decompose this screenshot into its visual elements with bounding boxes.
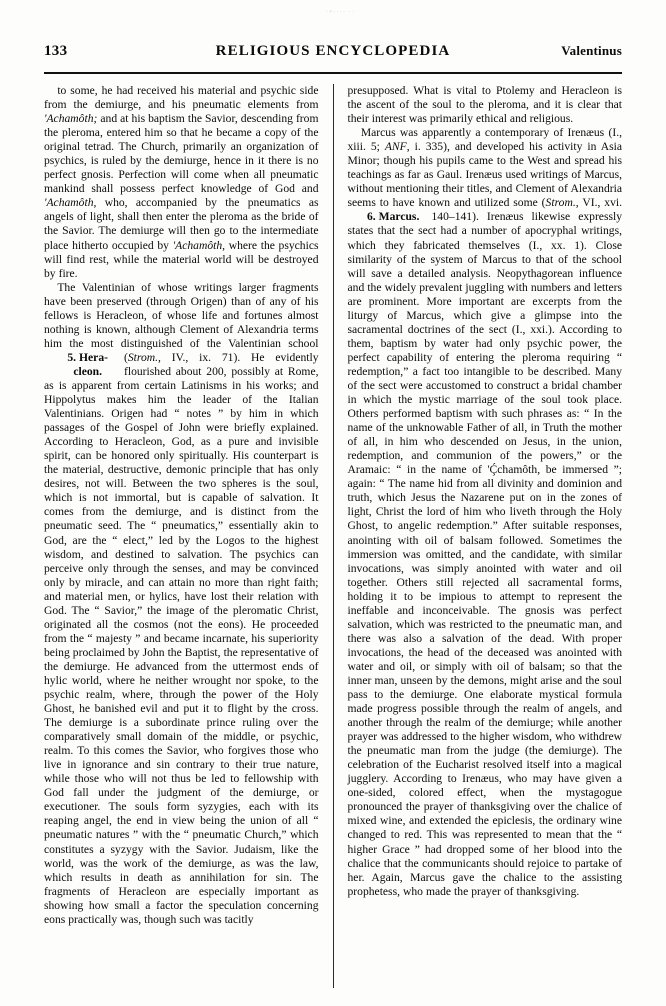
- italic-achamoth-2: 'Achamôth,: [44, 196, 97, 210]
- header-rule: [44, 72, 622, 74]
- text-run: 71). He evidently flourished about 200, possibly at Rome, as is apparent from certain Latinisms in his works; and Hippolytus makes him the leader of the Italian Valentinians. Origen had “ notes ” by him in which passages of the Gospel of John were briefly explained. According to Heracleon, God, as a pure and invisible spirit, can be honored only spiritually. His counterpart is the material, destructive, demonic principle that has only desires, not will. Between the two spheres is the soul, which is not immortal, but is capable of salvation. It comes from the demiurge, and is distinct from the pneumatic seed. The “ pneumatics,” essentially akin to God, are the “ elect,” led by the Logos to the highest wisdom, and destined to salvation. The psychics can perceive only through the senses, and may be convinced only by miracle, and can attain no more than right faith; and material men, or hylics, have lost their relation with God. The “ Savior,” the image of the pleromatic Christ, originated all the cosmos (not the eons). He proceeded from the “ majesty ” and became incarnate, his superiority being proclaimed by John the Baptist, the representative of the demiurge. He advanced from the uttermost ends of hylic world, where he neither wrought nor spoke, to the psychic realm, where, through the power of the Holy Ghost, he banished evil and put it to flight by the cross. The demiurge is a subordinate prince ruling over the comparatively small domain of the middle, or psychic, realm. To this comes the Savior, who forgives those who live in ignorance and sin contrary to their true nature, while those who will not thus be led to fellowship with God fall under the judgment of the demiurge, or executioner. The souls form syzygies, each with its reaping angel, the end in view being the union of all “ pneumatic natures ” with the “ pneumatic Church,” which constitutes a syzygy with the Savior. Judaism, like the world, was the work of the demiurge, as was the law, which results in death as annihilation for sin. The fragments of Heracleon are especially important as showing how small a factor the speculation concerning eons practically was, though such was tacitly: [44, 350, 319, 926]
- text-run: who, accompanied by the pneumatics as angels of light, shall then enter the pleroma as the bride of the Savior. The demiurge will then go to the intermediate place hitherto occupied by: [44, 196, 319, 252]
- text-run: where the psychics will find rest, while the material world will be destroyed by fire.: [44, 238, 319, 280]
- sidenote-5-heracleon: [44, 351, 118, 379]
- sidenote-line-1: 5. Hera-: [67, 350, 108, 364]
- italic-achamoth-1: 'Achamôth;: [44, 112, 98, 126]
- text-run: VI., xvi. 140–141). Irenæus likewise expressly states that the sect had a number of apocryphal writings, which they fabricated themselves (I., xx. 1). Close similarity of the system of Marcus to that of the school will save a detailed analysis. Neopythagorean influence and the widely prevalent juggling with numbers and letters are prominent. More important are excerpts from the liturgy of Marcus, which give a glimpse into the sacramental doctrines of the sect (I., xxi.). According to them, baptism by water had only psychic power, the perfect capability of entering the pleroma requiring “ redemption,” a fact too intangible to be described. Many of the sect were accustomed to construct a bridal chamber in which the mystic marriage of the soul took place. Others performed baptism with such phrases as: “ In the name of the unknowable Father of all, in Truth the mother of all, in him who descended on Jesus, in the union, redemption, and communion of the powers,” or the Aramaic: “ in the name of 'Ḉchamôth, be immersed ”; again: “ The name hid from all divinity and dominion and truth, which Jesus the Nazarene put on in the zones of light, Christ the lord of him who liveth through the Holy Ghost, to angelic redemption.” After suitable responses, anointing with oil of balsam followed. Sometimes the immersion was omitted, and the candidate, with similar invocations, was simply anointed with water and oil together. Others still rejected all sacramental forms, holding it to be impious to attempt to represent the ineffable and inconceivable. The gnosis was perfect salvation, which was restricted to the pneumatic man, and there was also a salvation of the dead. With proper invocations, the head of the deceased was anointed with water and oil, or simply with oil of balsam; so that the inner man, unseen by the demons, might arise and the soul pass to the demiurge. One elaborate mystical formula made progress possible through the realm of angels, and another through the realm of the demiurge; while another prayer was addressed to the higher wisdom, who withdrew the pneumatic man from the judge (the demiurge). The celebration of the Eucharist resolved itself into a magical jugglery. According to Irenæus, who may have given a one-sided, colored effect, when the mystagogue pronounced the prayer of thanksgiving over the chalice of mixed wine, and extended the epiclesis, the ordinary wine changed to red. This was represented to mean that the “ higher Grace ” had dropped some of her blood into the chalice that the communicants should rejoice to partake of her. Again, Marcus gave the chalice to the assisting prophetess, who made the prayer of thanksgiving.: [347, 196, 622, 898]
- text-run: to some, he had received his material and psychic side from the demiurge, and his pneumatic elements from: [44, 84, 319, 112]
- text-run: Marcus was apparently a contemporary of Irenæus (I., xiii. 5;: [347, 126, 622, 154]
- body-columns: [44, 84, 622, 988]
- running-head-entry: Valentinus: [561, 43, 622, 58]
- left-text-column: [44, 84, 333, 988]
- italic-anf-ref: ANF: [384, 140, 407, 154]
- scan-artifact: ·•···· ··: [326, 8, 356, 16]
- page-folio-number: 133: [44, 43, 68, 59]
- italic-strom-ref: Strom.,: [127, 350, 161, 364]
- running-head: [44, 43, 622, 63]
- text-run: , i. 335), and developed his activity in Asia Minor; though his pupils came to the West and spread his teachings as far as Gaul. Irenæus used writings of Marcus, without mentioning their titles, and Clement of Alexandria seems to have known and utilized some (: [347, 140, 623, 210]
- text-run: IV., ix.: [160, 350, 212, 364]
- paragraph-marcus: [348, 126, 623, 899]
- italic-achamoth-3: 'Achamôth,: [172, 238, 226, 252]
- paragraph-presupposed: presupposed. What is vital to Ptolemy and Heracleon is the ascent of the soul to the pleroma, and it is clear that their interest was primarily ethical and religious.: [347, 84, 622, 126]
- paragraph-achamoth: [44, 84, 319, 281]
- sidenote-6-marcus: 6. Marcus.: [366, 210, 420, 224]
- text-run: and at his baptism the Savior, descending from the pleroma, entered him so that he became a copy of the original tetrad. The Church, primarily an organization of psychics, is ruled by the demiurge, hence in it there is no perfect gnosis. Perfection will come when all pneumatic mankind shall possess perfect knowledge of God and: [44, 112, 319, 196]
- italic-strom-ref-2: Strom.,: [545, 196, 579, 210]
- paragraph-heracleon: [44, 281, 319, 927]
- running-head-title: RELIGIOUS ENCYCLOPEDIA: [215, 43, 451, 59]
- sidenote-line-2: cleon.: [73, 364, 102, 378]
- text-run: The Valentinian of whose writings larger fragments have been preserved (through Origen) than of any of his fellows is Heracleon, of whose life and fortunes almost nothing is known, although Clement of Alexandria terms him the most distinguished of the Valentinian school (: [44, 280, 319, 364]
- right-text-column: [334, 84, 623, 988]
